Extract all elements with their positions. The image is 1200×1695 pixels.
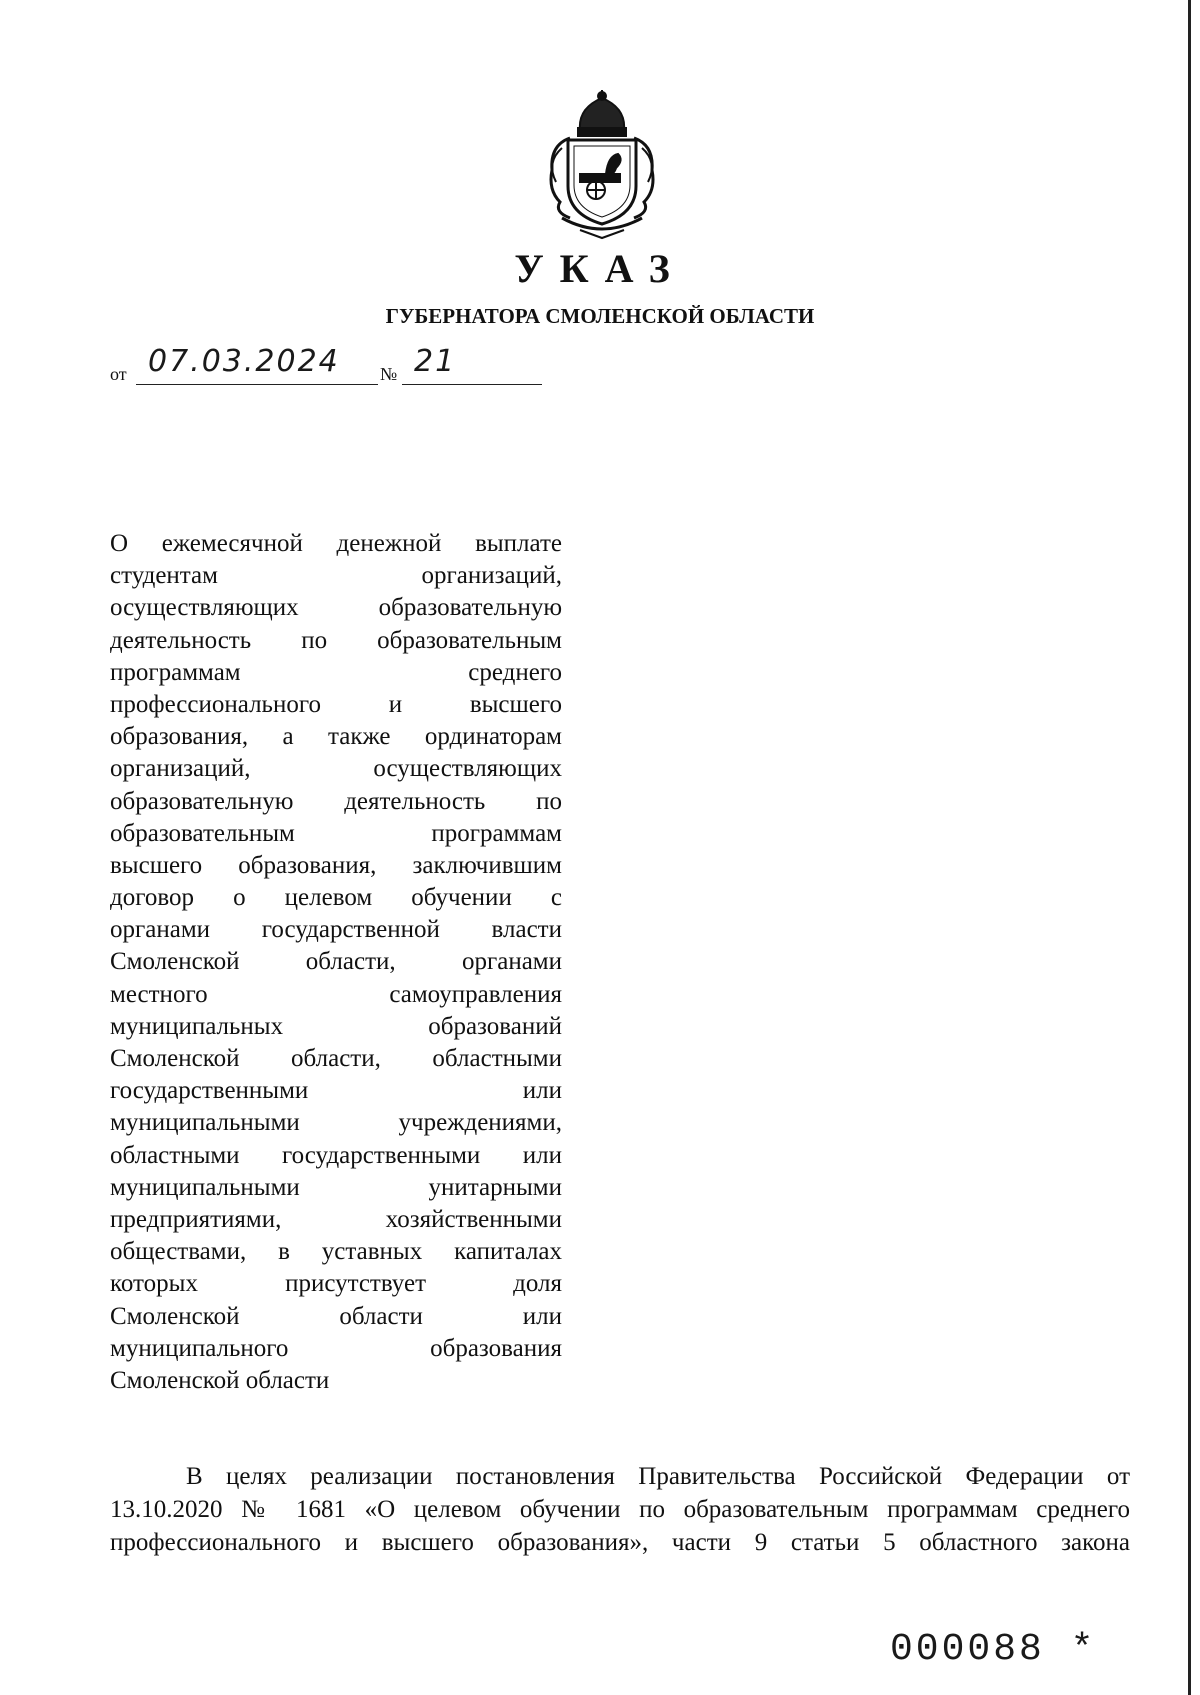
subject-line: органами государственной власти	[110, 916, 562, 944]
subject-line: местного самоуправления	[110, 980, 562, 1008]
subject-line: муниципального образования	[110, 1334, 562, 1362]
document-title: УКАЗ	[514, 246, 686, 291]
subject-line: осуществляющих образовательную	[110, 594, 562, 622]
subject-line: которых присутствует доля	[110, 1270, 562, 1298]
number-value: 21	[414, 344, 457, 379]
subject-line: муниципальными унитарными	[110, 1173, 562, 1201]
decree-body	[110, 1460, 1130, 1559]
subject-line: программам среднего	[110, 658, 562, 686]
subject-line: договор о целевом обучении с	[110, 884, 562, 912]
number-underline	[402, 384, 542, 385]
number-prefix: №	[380, 364, 398, 384]
subject-line: Смоленской области	[110, 1366, 330, 1394]
subject-line: высшего образования, заключившим	[110, 851, 562, 879]
subject-line: образования, а также ординаторам	[110, 723, 562, 751]
date-underline	[136, 384, 378, 385]
body-line: профессионального и высшего образования», части 9 статьи 5 областного закона	[110, 1529, 1130, 1556]
subject-line: деятельность по образовательным	[110, 626, 562, 654]
subject-line: государственными или	[110, 1077, 562, 1105]
decree-subject	[110, 528, 562, 1397]
document-subtitle: ГУБЕРНАТОРА СМОЛЕНСКОЙ ОБЛАСТИ	[385, 304, 815, 328]
subject-line: предприятиями, хозяйственными	[110, 1205, 562, 1233]
subject-line: Смоленской области или	[110, 1302, 562, 1330]
subject-line: Смоленской области, органами	[110, 948, 562, 976]
date-prefix: от	[110, 364, 127, 384]
subject-line: Смоленской области, областными	[110, 1045, 562, 1072]
date-value: 07.03.2024	[148, 344, 340, 379]
subject-line: муниципальных образований	[110, 1012, 562, 1040]
subject-line: муниципальными учреждениями,	[110, 1109, 562, 1137]
subject-line: образовательную деятельность по	[110, 787, 562, 815]
subject-line: областными государственными или	[110, 1141, 562, 1169]
subject-line: организаций, осуществляющих	[110, 755, 562, 783]
body-line: 13.10.2020 № 1681 «О целевом обучении по образовательным программам среднего	[110, 1496, 1130, 1523]
subject-line: образовательным программам	[110, 819, 562, 847]
serial-number: 000088 *	[890, 1628, 1097, 1671]
body-line: В целях реализации постановления Правительства Российской Федерации от	[186, 1463, 1130, 1490]
subject-line: О ежемесячной денежной выплате	[110, 530, 562, 557]
smolensk-coat-of-arms-icon	[540, 90, 664, 242]
subject-line: студентам организаций,	[110, 562, 562, 590]
subject-line: обществами, в уставных капиталах	[110, 1238, 562, 1266]
subject-line: профессионального и высшего	[110, 690, 562, 718]
